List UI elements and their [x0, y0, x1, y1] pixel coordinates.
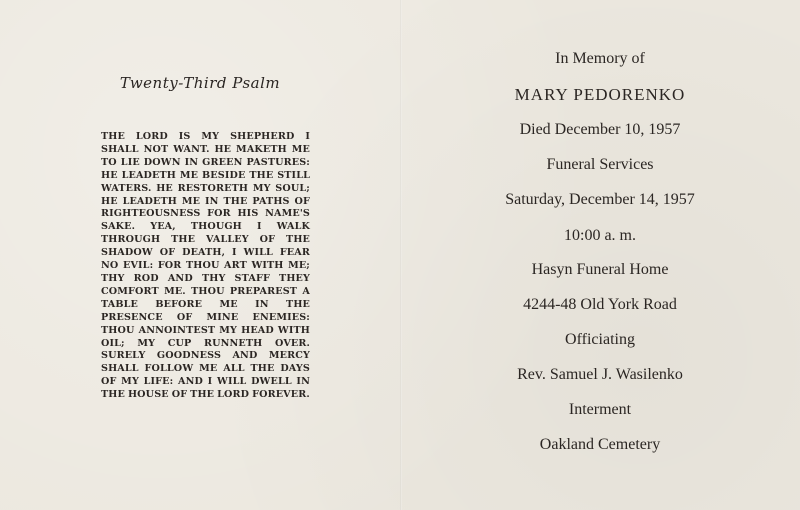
- interment-heading: Interment: [568, 401, 632, 418]
- psalm-text: THE LORD IS MY SHEPHERD I SHALL NOT WANT. HE MAKETH ME TO LIE DOWN IN GREEN PASTURES: HE LEADETH ME BESIDE THE STILL WATERS. HE RESTORETH MY SOUL; HE LEADETH ME IN THE PATHS OF RIGHTEOUSNESS FOR HIS NAME'S SAKE. YEA, THOUGH I WALK THROUGH THE VALLEY OF THE SHADOW OF DEATH, I WILL FEAR NO EVIL: FOR THOU ART WITH ME; THY ROD AND THY STAFF THEY COMFORT ME. THOU PREPAREST A TABLE BEFORE ME IN THE PRESENCE OF MINE ENEMIES: THOU ANNOINTEST MY HEAD WITH OIL; MY CUP RUNNETH OVER. SURELY GOODNESS AND MERCY SHALL FOLLOW ME ALL THE DAYS OF MY LIFE: AND I WILL DWELL IN THE HOUSE OF THE LORD FOREVER.: [101, 131, 310, 401]
- right-panel: [400, 0, 800, 510]
- service-time: 10:00 a. m.: [564, 227, 636, 244]
- officiant: Rev. Samuel J. Wasilenko: [517, 366, 683, 383]
- death-date: Died December 10, 1957: [519, 121, 681, 138]
- deceased-name: MARY PEDORENKO: [514, 85, 686, 104]
- cemetery: Oakland Cemetery: [539, 436, 661, 453]
- psalm-title: Twenty-Third Psalm: [119, 74, 281, 92]
- services-heading: Funeral Services: [546, 156, 654, 173]
- funeral-home: Hasyn Funeral Home: [531, 261, 669, 278]
- officiating-heading: Officiating: [565, 331, 635, 348]
- address: 4244-48 Old York Road: [523, 296, 677, 313]
- service-date: Saturday, December 14, 1957: [505, 191, 695, 208]
- in-memory-of: In Memory of: [555, 50, 645, 67]
